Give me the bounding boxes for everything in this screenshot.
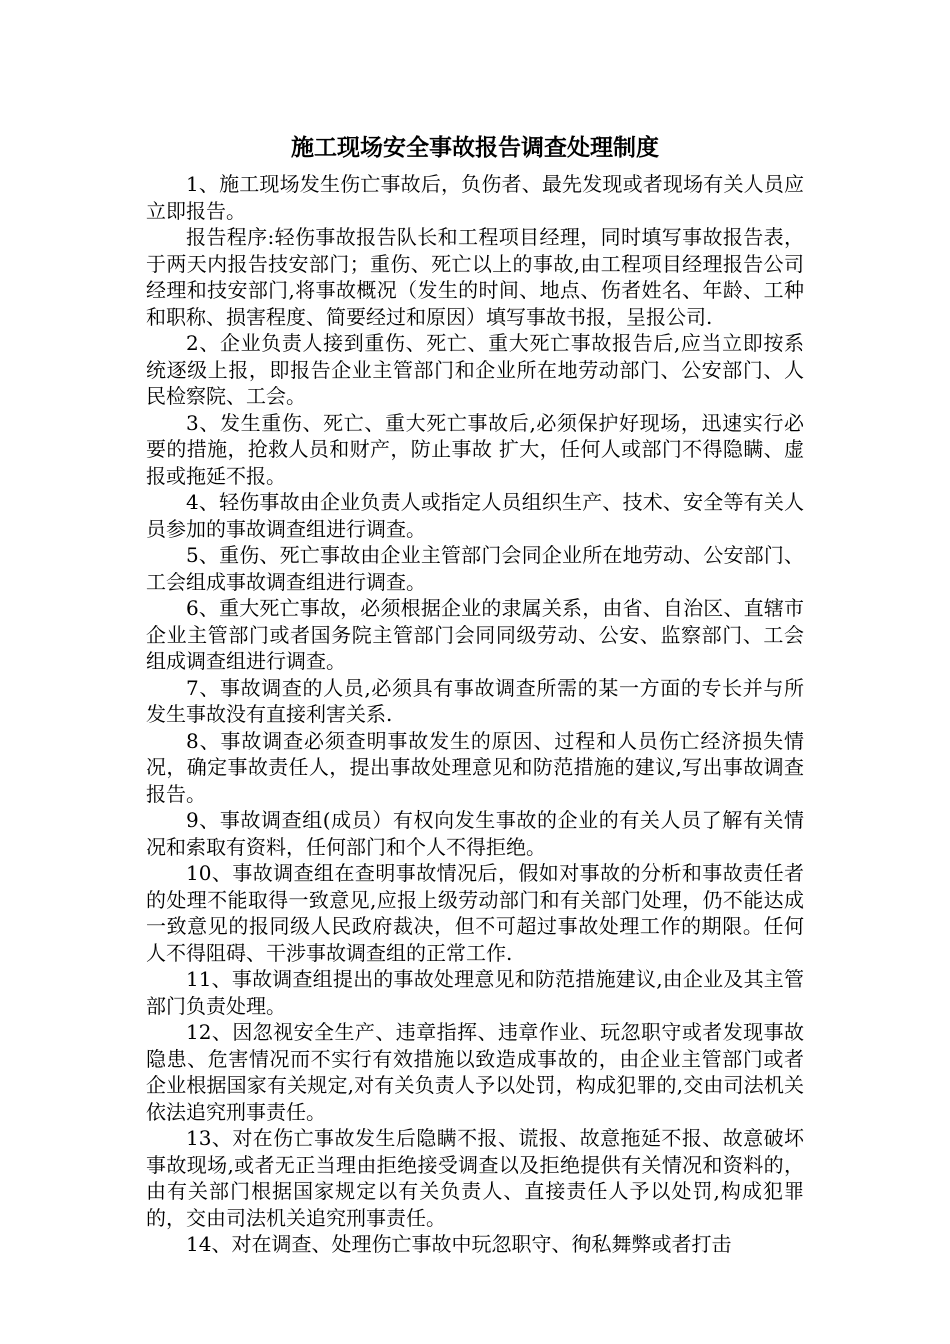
paragraph: 3、发生重伤、死亡、重大死亡事故后,必须保护好现场，迅速实行必要的措施，抢救人员和财产，防止事故 扩大，任何人或部门不得隐瞒、虚报或拖延不报。 xyxy=(146,410,804,488)
paragraph: 12、因忽视安全生产、违章指挥、违章作业、玩忽职守或者发现事故隐患、危害情况而不实行有效措施以致造成事故的，由企业主管部门或者企业根据国家有关规定,对有关负责人予以处罚，构成犯罪的,交由司法机关依法追究刑事责任。 xyxy=(146,1020,804,1124)
paragraph: 13、对在伤亡事故发生后隐瞒不报、谎报、故意拖延不报、故意破坏事故现场,或者无正当理由拒绝接受调查以及拒绝提供有关情况和资料的，由有关部门根据国家规定以有关负责人、直接责任人予以处罚,构成犯罪的，交由司法机关追究刑事责任。 xyxy=(146,1126,804,1230)
paragraph: 10、事故调查组在查明事故情况后，假如对事故的分析和事故责任者的处理不能取得一致意见,应报上级劳动部门和有关部门处理，仍不能达成一致意见的报同级人民政府裁决，但不可超过事故处理工作的期限。任何人不得阻碍、干涉事故调查组的正常工作. xyxy=(146,861,804,965)
paragraph: 7、事故调查的人员,必须具有事故调查所需的某一方面的专长并与所发生事故没有直接利害关系. xyxy=(146,675,804,726)
paragraph: 2、企业负责人接到重伤、死亡、重大死亡事故报告后,应当立即按系统逐级上报，即报告企业主管部门和企业所在地劳动部门、公安部门、人民检察院、工会。 xyxy=(146,331,804,408)
paragraph: 报告程序:轻伤事故报告队长和工程项目经理，同时填写事故报告表，于两天内报告技安部门；重伤、死亡以上的事故,由工程项目经理报告公司经理和技安部门,将事故概况（发生的时间、地点、伤者姓名、年龄、工种和职称、损害程度、简要经过和原因）填写事故书报，呈报公司. xyxy=(146,225,804,329)
document-body xyxy=(146,171,804,1258)
paragraph: 9、事故调查组(成员）有权向发生事故的企业的有关人员了解有关情况和索取有资料，任何部门和个人不得拒绝。 xyxy=(146,808,804,859)
paragraph: 1、施工现场发生伤亡事故后，负伤者、最先发现或者现场有关人员应立即报告。 xyxy=(146,172,804,223)
paragraph: 5、重伤、死亡事故由企业主管部门会同企业所在地劳动、公安部门、工会组成事故调查组进行调查。 xyxy=(146,543,804,594)
document-title: 施工现场安全事故报告调查处理制度 xyxy=(291,134,659,161)
paragraph: 8、事故调查必须查明事故发生的原因、过程和人员伤亡经济损失情况，确定事故责任人，提出事故处理意见和防范措施的建议,写出事故调查报告。 xyxy=(146,728,804,806)
paragraph: 4、轻伤事故由企业负责人或指定人员组织生产、技术、安全等有关人员参加的事故调查组进行调查。 xyxy=(146,490,804,541)
paragraph: 14、对在调查、处理伤亡事故中玩忽职守、徇私舞弊或者打击 xyxy=(186,1232,732,1256)
paragraph: 6、重大死亡事故，必须根据企业的隶属关系，由省、自治区、直辖市企业主管部门或者国务院主管部门会同同级劳动、公安、监察部门、工会组成调查组进行调查。 xyxy=(146,596,804,673)
paragraph: 11、事故调查组提出的事故处理意见和防范措施建议,由企业及其主管部门负责处理。 xyxy=(146,967,804,1018)
